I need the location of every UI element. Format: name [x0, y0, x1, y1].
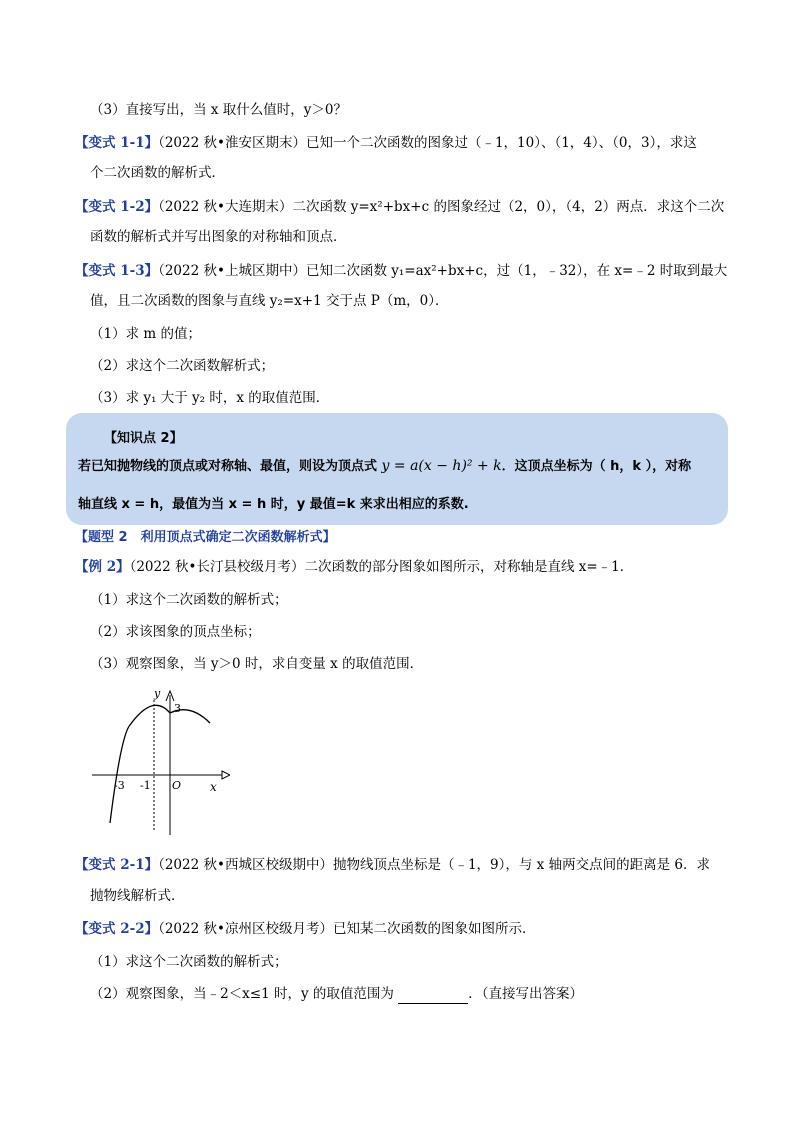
variant-text: （2022 秋•凉州区校级月考）已知某二次函数的图象如图所示． [158, 921, 536, 937]
knowledge-text-a: 若已知抛物线的顶点或对称轴、最值，则设为顶点式 [78, 459, 378, 474]
variant-2-2-sub1: （1）求这个二次函数的解析式； [90, 954, 288, 970]
variant-1-1-cont: 个二次函数的解析式． [90, 165, 225, 181]
x-axis-label: x [210, 780, 217, 794]
parabola-curve [110, 705, 210, 823]
knowledge-box [66, 413, 728, 525]
knowledge-body-1 [78, 455, 691, 474]
sub2-note: ．（直接写出答案） [468, 986, 583, 1002]
y-axis-label: y [154, 687, 161, 700]
x-axis-arrow [222, 771, 230, 779]
variant-1-3-cont: 值，且二次函数的图象与直线 y₂=x+1 交于点 P（m，0）． [90, 293, 449, 309]
variant-2-1-cont: 抛物线解析式． [90, 888, 185, 904]
knowledge-title: 【知识点 2】 [104, 431, 183, 446]
tick-label-neg1: -1 [140, 779, 151, 792]
origin-label: O [172, 779, 182, 792]
type-2-heading: 【题型 2 利用顶点式确定二次函数解析式】 [75, 530, 336, 545]
example-2 [75, 557, 633, 577]
variant-1-3-sub2: （2）求这个二次函数解析式； [90, 358, 275, 374]
tick-label-3: 3 [174, 702, 181, 715]
variant-text: （2022 秋•西城区校级期中）抛物线顶点坐标是（﹣1，9），与 x 轴两交点间的距离是 6．求 [158, 857, 710, 873]
answer-blank[interactable] [398, 989, 468, 1004]
parabola-graph [90, 685, 230, 840]
variant-1-3-sub3: （3）求 y₁ 大于 y₂ 时，x 的取值范围． [90, 390, 330, 406]
variant-1-2-cont: 函数的解析式并写出图象的对称轴和顶点． [90, 229, 347, 245]
example-2-sub3: （3）观察图象，当 y＞0 时，求自变量 x 的取值范围． [90, 656, 424, 672]
variant-2-2 [75, 919, 535, 939]
variant-label: 【变式 2-2】 [75, 921, 159, 937]
variant-1-2 [75, 197, 724, 217]
variant-label: 【变式 1-2】 [75, 199, 159, 215]
vertex-formula: y = a(x − h)² + k [381, 458, 502, 474]
variant-2-2-sub2 [90, 984, 583, 1004]
variant-label: 【变式 2-1】 [75, 857, 159, 873]
variant-text: （2022 秋•大连期末）二次函数 y=x²+bx+c 的图象经过（2，0），（4，2）两点．求这个二次 [158, 199, 725, 215]
variant-label: 【变式 1-3】 [75, 263, 159, 279]
example-text: （2022 秋•长汀县校级月考）二次函数的部分图象如图所示，对称轴是直线 x=﹣1． [129, 559, 634, 575]
sub2-text: （2）观察图象，当﹣2＜x≤1 时，y 的取值范围为 [90, 986, 394, 1002]
variant-label: 【变式 1-1】 [75, 135, 159, 151]
example-label: 【例 2】 [75, 559, 130, 575]
variant-2-1 [75, 855, 710, 875]
example-2-sub1: （1）求这个二次函数的解析式； [90, 592, 288, 608]
example-2-sub2: （2）求该图象的顶点坐标； [90, 624, 261, 640]
variant-1-3-sub1: （1）求 m 的值； [90, 326, 201, 342]
knowledge-text-b: ．这顶点坐标为（ h，k ），对称 [501, 459, 692, 474]
tick-label-neg3: -3 [114, 779, 125, 792]
variant-text: （2022 秋•上城区期中）已知二次函数 y₁=ax²+bx+c，过（1，﹣32），在 x=﹣2 时取到最大 [158, 263, 728, 279]
variant-text: （2022 秋•淮安区期末）已知一个二次函数的图象过（﹣1，10）、（1，4）、（0，3），求这 [158, 135, 697, 151]
variant-1-3 [75, 261, 727, 281]
knowledge-body-2: 轴直线 x = h，最值为当 x = h 时，y 最值=k 来求出相应的系数. [78, 497, 469, 512]
q3-text: （3）直接写出，当 x 取什么值时，y＞0？ [90, 102, 348, 118]
variant-1-1 [75, 133, 697, 153]
